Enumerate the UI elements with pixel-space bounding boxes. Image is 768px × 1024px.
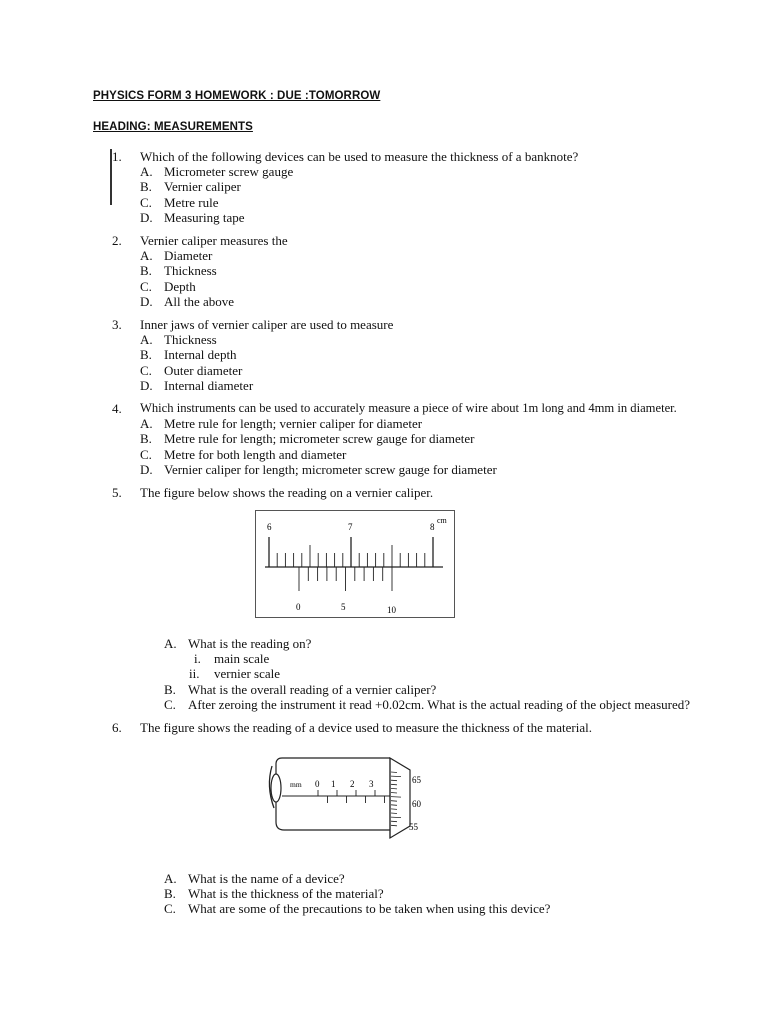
part-a-i: i. main scale [194,651,270,667]
sleeve-label-2: 2 [350,779,355,789]
sleeve-label-0: 0 [315,779,320,789]
unit-label: cm [437,516,447,525]
option-d: D. Vernier caliper for length; micrometer screw gauge for diameter [140,461,497,477]
part-c: C. What are some of the precautions to be taken when using this device? [164,901,551,917]
thimble-tick [391,817,401,818]
sleeve-label-1: 1 [331,779,336,789]
thimble-tick [391,821,397,822]
part-a: A. What is the reading on? [164,636,312,651]
thimble-label-60: 60 [412,799,421,809]
vernier-label-10: 10 [387,605,396,615]
thimble-tick [391,805,397,806]
vernier-label-5: 5 [341,602,346,612]
option-a: A. Micrometer screw gauge [140,164,294,180]
spindle-end [271,774,281,802]
question-5 [112,485,433,500]
question-text: Which instruments can be used to accurately measure a piece of wire about 1m long and 4mm in diameter. [140,401,677,415]
option-d: D. Internal diameter [140,377,254,393]
question-text: The figure shows the reading of a device used to measure the thickness of the material. [140,720,592,735]
vernier-caliper-figure [255,510,455,620]
option-d: D. Measuring tape [140,209,245,225]
question-text: The figure below shows the reading on a vernier caliper. [140,485,434,500]
sleeve-label-3: 3 [369,779,374,789]
option-c: C. Outer diameter [140,362,243,378]
thimble-tick [391,797,401,798]
option-a: A. Diameter [140,248,213,264]
main-scale-label-6: 6 [267,522,272,532]
thimble-tick [391,772,397,773]
question-6-parts [112,871,550,917]
question-number: 3. [112,317,122,332]
thimble-tick [391,793,397,794]
sleeve-unit-label: mm [290,780,302,789]
option-d: D. All the above [140,293,235,309]
question-3 [112,317,393,393]
thimble [390,758,410,838]
part-c: C. After zeroing the instrument it read +0.02cm. What is the actual reading of the object measured? [164,696,690,712]
option-b: B. Internal depth [140,347,237,363]
option-a: A. Thickness [140,332,217,348]
thimble-tick [391,801,397,802]
thimble-label-55: 55 [409,822,418,832]
question-text: Vernier caliper measures the [140,233,288,248]
question-number: 6. [112,720,122,735]
thimble-tick [391,784,397,785]
thimble-tick [391,776,401,777]
section-heading: HEADING: MEASUREMENTS [93,121,253,133]
main-scale-label-8: 8 [430,522,435,532]
option-c: C. Depth [140,278,196,294]
micrometer-figure [262,756,442,846]
question-text: Which of the following devices can be used to measure the thickness of a banknote? [140,149,579,164]
question-1 [112,149,578,225]
main-scale-label-7: 7 [348,522,353,532]
thimble-tick [391,813,397,814]
thimble-tick [391,788,397,789]
part-a-ii: ii. vernier scale [189,666,281,682]
part-b: B. What is the overall reading of a vernier caliper? [164,681,437,697]
question-4 [112,401,762,477]
question-2 [112,233,288,309]
option-b: B. Metre rule for length; micrometer screw gauge for diameter [140,431,475,447]
question-number: 4. [112,401,122,416]
document-title: PHYSICS FORM 3 HOMEWORK : DUE :TOMORROW [93,90,381,102]
question-number: 5. [112,485,122,500]
option-b: B. Thickness [140,263,217,279]
option-a: A. Metre rule for length; vernier caliper for diameter [140,416,423,432]
question-text: Inner jaws of vernier caliper are used to measure [140,317,394,332]
question-number: 1. [112,149,122,164]
vernier-label-0: 0 [296,602,301,612]
thimble-tick [391,780,397,781]
question-5-parts [112,636,690,712]
thimble-tick [391,825,397,826]
option-c: C. Metre for both length and diameter [140,446,347,462]
question-6 [112,720,592,735]
option-b: B. Vernier caliper [140,179,241,195]
part-b: B. What is the thickness of the material? [164,886,384,902]
option-c: C. Metre rule [140,194,219,210]
thimble-label-65: 65 [412,775,421,785]
question-number: 2. [112,233,122,248]
part-a: A. What is the name of a device? [164,871,345,886]
thimble-tick [391,809,397,810]
